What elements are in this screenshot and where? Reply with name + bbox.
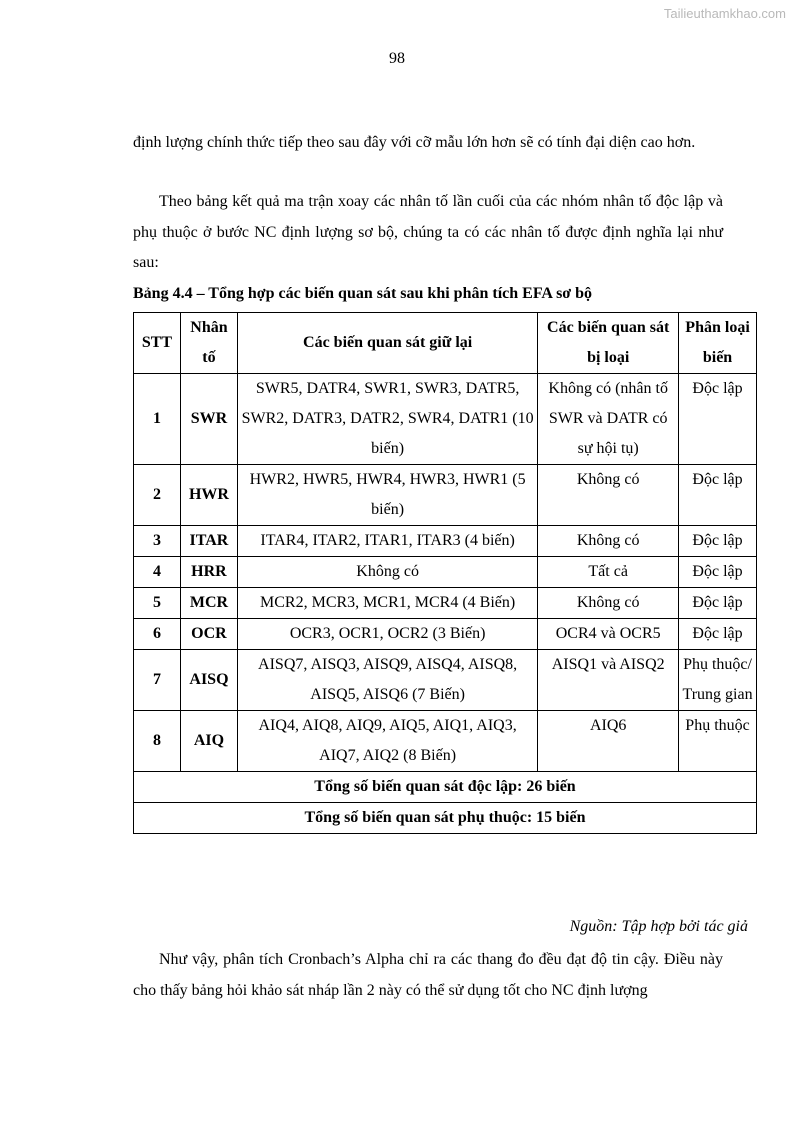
paragraph-conclusion: Như vậy, phân tích Cronbach’s Alpha chỉ ra các thang đo đều đạt độ tin cậy. Điều này cho thấy bảng hỏi khảo sát nháp lần 2 này có thể sử dụng tốt cho NC định lượng [133, 951, 723, 999]
header-factor: Nhân tố [180, 313, 237, 374]
cell-stt: 4 [134, 557, 181, 588]
cell-stt: 1 [134, 374, 181, 465]
cell-kept: AIQ4, AIQ8, AIQ9, AIQ5, AIQ1, AIQ3, AIQ7, AIQ2 (8 Biến) [237, 711, 537, 772]
cell-kept: ITAR4, ITAR2, ITAR1, ITAR3 (4 biến) [237, 526, 537, 557]
cell-stt: 7 [134, 650, 181, 711]
total-independent: Tổng số biến quan sát độc lập: 26 biến [134, 772, 757, 803]
table-source: Nguồn: Tập hợp bởi tác giả [569, 918, 748, 935]
table-caption: Bảng 4.4 – Tổng hợp các biến quan sát sau khi phân tích EFA sơ bộ [133, 285, 593, 302]
table-row [134, 650, 757, 711]
efa-summary-table [133, 312, 757, 834]
table-row [134, 711, 757, 772]
cell-type: Độc lập [679, 374, 757, 465]
cell-type: Độc lập [679, 619, 757, 650]
cell-removed: Tất cả [538, 557, 679, 588]
header-variable-type: Phân loại biến [679, 313, 757, 374]
table-row [134, 465, 757, 526]
cell-factor: SWR [180, 374, 237, 465]
cell-removed: OCR4 và OCR5 [538, 619, 679, 650]
cell-stt: 6 [134, 619, 181, 650]
cell-removed: AIQ6 [538, 711, 679, 772]
cell-factor: AISQ [180, 650, 237, 711]
total-dependent-row [134, 803, 757, 834]
paragraph-intro: định lượng chính thức tiếp theo sau đây với cỡ mẫu lớn hơn sẽ có tính đại diện cao hơn. [133, 134, 696, 151]
cell-factor: HWR [180, 465, 237, 526]
table-row [134, 588, 757, 619]
cell-factor: ITAR [180, 526, 237, 557]
cell-type: Độc lập [679, 588, 757, 619]
table-row [134, 526, 757, 557]
table-header-row [134, 313, 757, 374]
cell-kept: HWR2, HWR5, HWR4, HWR3, HWR1 (5 biến) [237, 465, 537, 526]
table-row [134, 374, 757, 465]
header-kept-variables: Các biến quan sát giữ lại [237, 313, 537, 374]
header-stt: STT [134, 313, 181, 374]
cell-factor: MCR [180, 588, 237, 619]
cell-stt: 8 [134, 711, 181, 772]
cell-type: Độc lập [679, 526, 757, 557]
cell-type: Độc lập [679, 557, 757, 588]
total-dependent: Tổng số biến quan sát phụ thuộc: 15 biến [134, 803, 757, 834]
cell-kept: AISQ7, AISQ3, AISQ9, AISQ4, AISQ8, AISQ5, AISQ6 (7 Biến) [237, 650, 537, 711]
cell-removed: AISQ1 và AISQ2 [538, 650, 679, 711]
cell-kept: OCR3, OCR1, OCR2 (3 Biến) [237, 619, 537, 650]
header-removed-variables: Các biến quan sát bị loại [538, 313, 679, 374]
cell-kept: SWR5, DATR4, SWR1, SWR3, DATR5, SWR2, DATR3, DATR2, SWR4, DATR1 (10 biến) [237, 374, 537, 465]
cell-removed: Không có (nhân tố SWR và DATR có sự hội tụ) [538, 374, 679, 465]
cell-removed: Không có [538, 526, 679, 557]
paragraph-description: Theo bảng kết quả ma trận xoay các nhân tố lần cuối của các nhóm nhân tố độc lập và phụ thuộc ở bước NC định lượng sơ bộ, chúng ta có các nhân tố được định nghĩa lại như sau: [133, 193, 723, 271]
cell-factor: OCR [180, 619, 237, 650]
page-number: 98 [389, 50, 405, 67]
cell-removed: Không có [538, 465, 679, 526]
cell-kept: Không có [237, 557, 537, 588]
cell-type: Phụ thuộc [679, 711, 757, 772]
total-independent-row [134, 772, 757, 803]
cell-stt: 3 [134, 526, 181, 557]
cell-type: Độc lập [679, 465, 757, 526]
cell-factor: HRR [180, 557, 237, 588]
cell-stt: 5 [134, 588, 181, 619]
cell-type: Phụ thuộc/ Trung gian [679, 650, 757, 711]
cell-removed: Không có [538, 588, 679, 619]
cell-kept: MCR2, MCR3, MCR1, MCR4 (4 Biến) [237, 588, 537, 619]
table-row [134, 557, 757, 588]
cell-factor: AIQ [180, 711, 237, 772]
watermark: Tailieuthamkhao.com [663, 6, 786, 21]
table-row [134, 619, 757, 650]
cell-stt: 2 [134, 465, 181, 526]
